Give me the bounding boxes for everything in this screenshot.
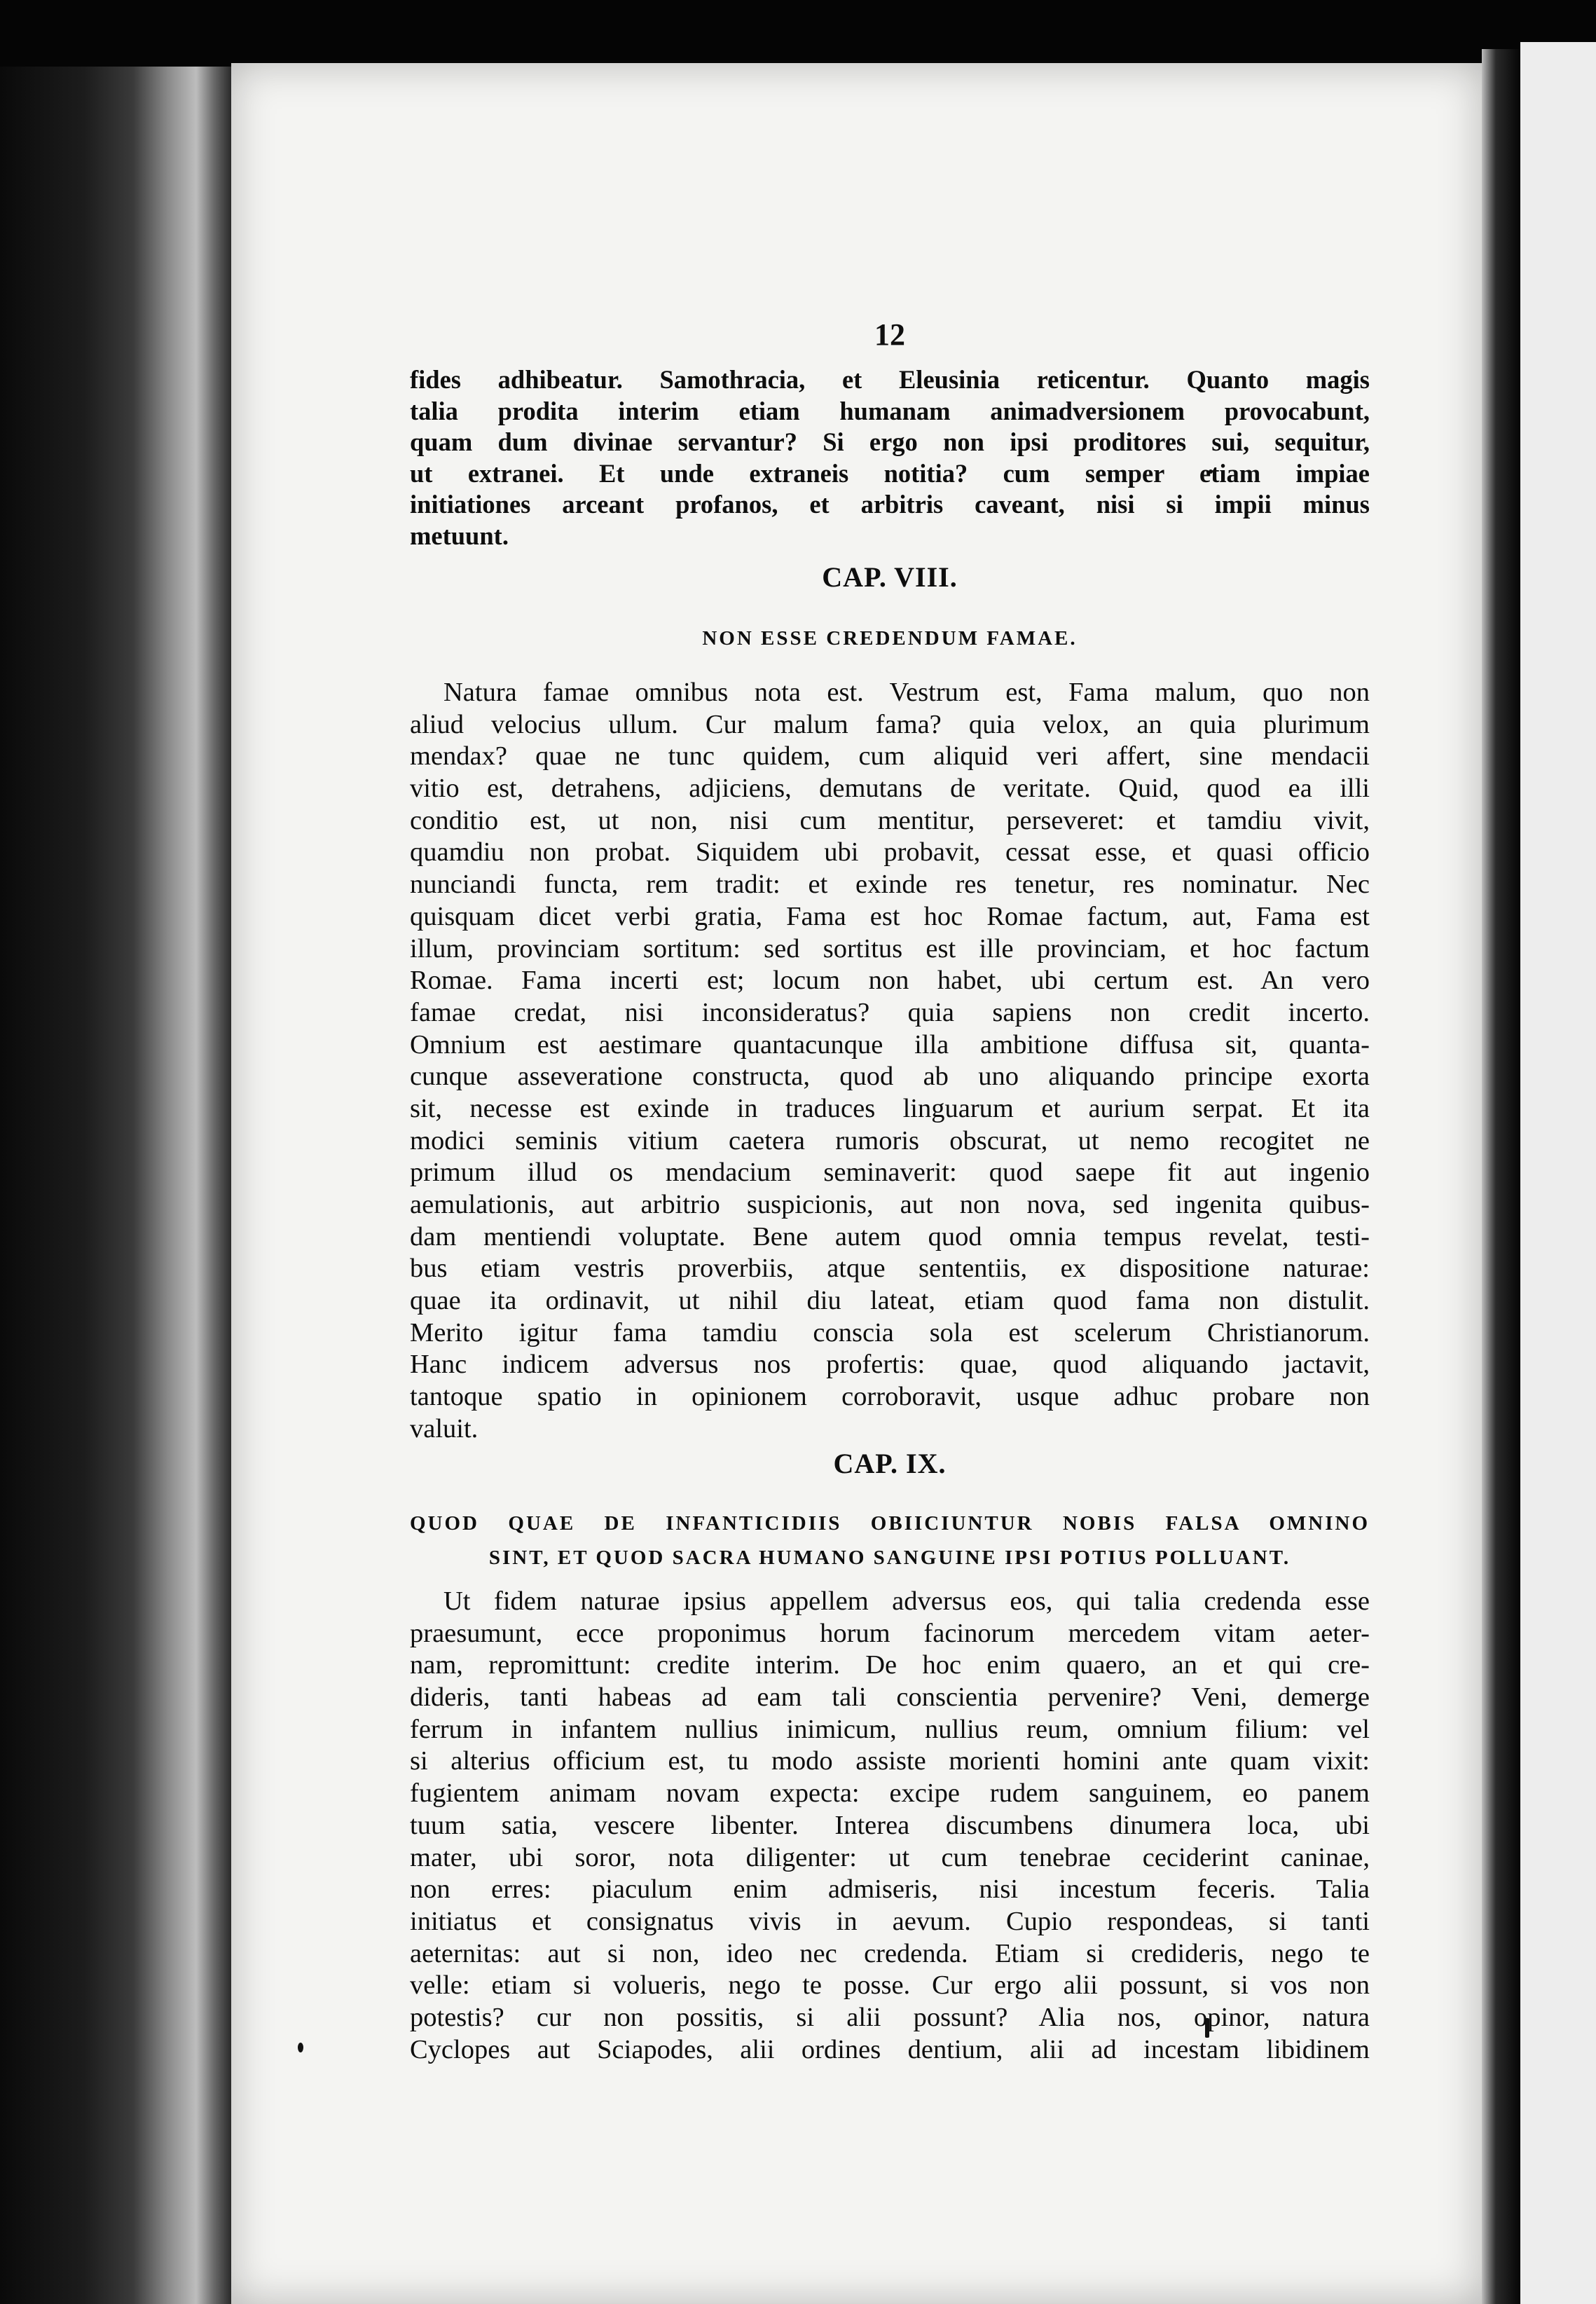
- text-line: initiatus et consignatus vivis in aevum. Cupio respondeas, si tanti: [410, 1906, 1370, 1936]
- text-line: Ut fidem naturae ipsius appellem adversus eos, qui talia credenda esse: [443, 1586, 1370, 1616]
- text-line: initiationes arceant profanos, et arbitris caveant, nisi si impii minus: [410, 490, 1370, 519]
- text-line: nunciandi functa, rem tradit: et exinde res tenetur, res nominatur. Nec: [410, 870, 1370, 900]
- text-line: aemulationis, aut arbitrio suspicionis, aut non nova, sed ingenita quibus-: [410, 1190, 1370, 1219]
- text-line: conditio est, ut non, nisi cum mentitur, perseveret: et tamdiu vivit,: [410, 805, 1370, 835]
- text-line: Cyclopes aut Sciapodes, alii ordines dentium, alii ad incestam libidinem: [410, 2034, 1370, 2064]
- text-line: tantoque spatio in opinionem corroboravit, usque adhuc probare non: [410, 1382, 1370, 1412]
- text-line: illum, provinciam sortitum: sed sortitus est ille provinciam, et hoc factum: [410, 933, 1370, 964]
- text-line: bus etiam vestris proverbiis, atque sententiis, ex dispositione naturae:: [410, 1254, 1370, 1284]
- chapter-title: NON ESSE CREDENDUM FAMAE.: [702, 627, 1078, 650]
- text-line: dideris, tanti habeas ad eam tali conscientia pervenire? Veni, demerge: [410, 1682, 1370, 1713]
- text-line: quae ita ordinavit, ut nihil diu lateat, etiam quod fama non distulit.: [410, 1286, 1370, 1316]
- text-line: si alterius officium est, tu modo assiste morienti homini ante quam vixit:: [410, 1746, 1370, 1776]
- text-line: velle: etiam si volueris, nego te posse. Cur ergo alii possunt, si vos non: [410, 1970, 1370, 2001]
- text-line: modici seminis vitium caetera rumoris obscurat, ut nemo recogitet ne: [410, 1125, 1370, 1156]
- opening-paragraph: [410, 364, 1370, 551]
- chapter-heading: CAP. VIII.: [822, 561, 958, 593]
- text-line: fugientem animam novam expecta: excipe rudem sanguinem, eo panem: [410, 1778, 1370, 1809]
- text-line: Hanc indicem adversus nos profertis: quae, quod aliquando jactavit,: [410, 1350, 1370, 1380]
- page-gutter: [1482, 49, 1520, 2304]
- book-page: [231, 63, 1482, 2304]
- ink-speck: [298, 2043, 303, 2052]
- book-binding-shadow: [0, 67, 231, 2304]
- chapter-title-line: SINT, ET QUOD SACRA HUMANO SANGUINE IPSI POTIUS POLLUANT.: [488, 1547, 1291, 1569]
- text-line: fides adhibeatur. Samothracia, et Eleusinia reticentur. Quanto magis: [410, 365, 1370, 394]
- text-line: praesumunt, ecce proponimus horum facinorum mercedem vitam aeter-: [410, 1618, 1370, 1648]
- chapter-body: [410, 1586, 1370, 2066]
- text-line: aeternitas: aut si non, ideo nec credenda. Etiam si credideris, nego te: [410, 1938, 1370, 1968]
- text-line: primum illud os mendacium seminaverit: quod saepe fit aut ingenio: [410, 1158, 1370, 1188]
- text-line: potestis? cur non possitis, si alii possunt? Alia nos, opinor, natura: [410, 2002, 1370, 2032]
- text-line: sit, necesse est exinde in traduces linguarum et aurium serpat. Et ita: [410, 1093, 1370, 1123]
- chapter-title-line: QUOD QUAE DE INFANTICIDIIS OBIICIUNTUR NOBIS FALSA OMNINO: [410, 1512, 1370, 1535]
- facing-page-edge: [1520, 42, 1596, 2304]
- text-line: quisquam dicet verbi gratia, Fama est hoc Romae factum, aut, Fama est: [410, 901, 1370, 931]
- text-line: cunque asseveratione constructa, quod ab uno aliquando principe exorta: [410, 1062, 1370, 1092]
- text-line: valuit.: [410, 1413, 479, 1444]
- text-line: Natura famae omnibus nota est. Vestrum est, Fama malum, quo non: [443, 678, 1370, 707]
- text-line: vitio est, detrahens, adjiciens, demutans de veritate. Quid, quod ea illi: [410, 774, 1370, 804]
- text-line: Merito igitur fama tamdiu conscia sola est scelerum Christianorum.: [410, 1317, 1370, 1348]
- text-line: ut extranei. Et unde extraneis notitia? cum semper etiam impiae: [410, 458, 1370, 488]
- text-line: dam mentiendi voluptate. Bene autem quod omnia tempus revelat, testi-: [410, 1221, 1370, 1252]
- chapter-title: [410, 1507, 1370, 1575]
- text-line: Romae. Fama incerti est; locum non habet, ubi certum est. An vero: [410, 966, 1370, 996]
- page-number: 12: [874, 317, 905, 352]
- text-line: tuum satia, vescere libenter. Interea discumbens dinumera loca, ubi: [410, 1810, 1370, 1840]
- text-line: Omnium est aestimare quantacunque illa ambitione diffusa sit, quanta-: [410, 1029, 1370, 1060]
- scan-top-edge: [0, 0, 1596, 67]
- text-line: mater, ubi soror, nota diligenter: ut cum tenebrae ceciderint caninae,: [410, 1842, 1370, 1872]
- text-line: non erres: piaculum enim admiseris, nisi incestum feceris. Talia: [410, 1874, 1370, 1905]
- text-line: mendax? quae ne tunc quidem, cum aliquid veri affert, sine mendacii: [410, 741, 1370, 772]
- chapter-heading: CAP. IX.: [833, 1448, 947, 1479]
- text-line: aliud velocius ullum. Cur malum fama? quia velox, an quia plurimum: [410, 709, 1370, 739]
- text-line: quamdiu non probat. Siquidem ubi probavit, cessat esse, et quasi officio: [410, 837, 1370, 868]
- text-line: quam dum divinae servantur? Si ergo non ipsi proditores sui, sequitur,: [410, 427, 1370, 456]
- chapter-body: [410, 677, 1370, 1446]
- text-line: ferrum in infantem nullius inimicum, nullius reum, omnium filium: vel: [410, 1714, 1370, 1744]
- text-line: talia prodita interim etiam humanam animadversionem provocabunt,: [410, 396, 1370, 425]
- text-line: nam, repromittunt: credite interim. De hoc enim quaero, an et qui cre-: [410, 1650, 1370, 1680]
- text-line: famae credat, nisi inconsideratus? quia sapiens non credit incerto.: [410, 997, 1370, 1027]
- text-line: metuunt.: [410, 521, 509, 550]
